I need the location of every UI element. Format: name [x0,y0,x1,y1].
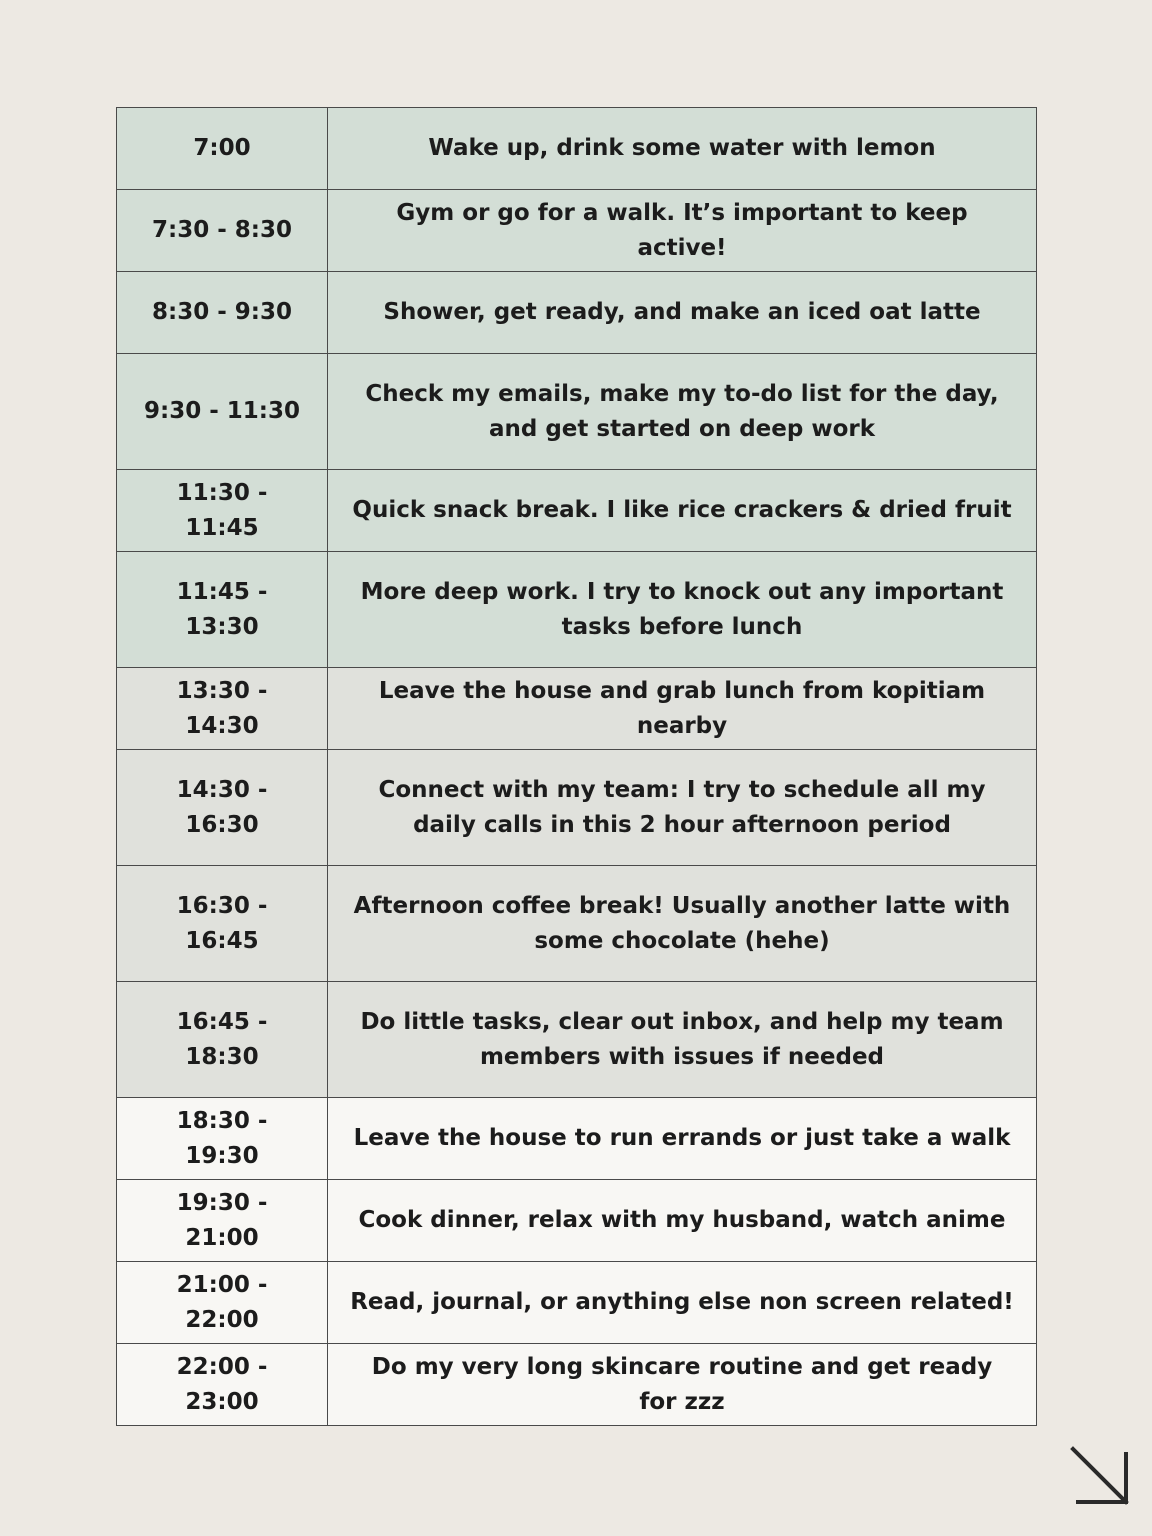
activity-cell: Gym or go for a walk. It’s important to keep active! [328,190,1037,272]
activity-cell: Connect with my team: I try to schedule all my daily calls in this 2 hour afternoon period [328,750,1037,866]
schedule-row [117,552,1037,668]
daily-schedule-table [116,107,1037,1426]
activity-cell: Do little tasks, clear out inbox, and help my team members with issues if needed [328,982,1037,1098]
time-cell: 14:30 - 16:30 [117,750,328,866]
activity-cell: Leave the house to run errands or just take a walk [328,1098,1037,1180]
activity-cell: Leave the house and grab lunch from kopitiam nearby [328,668,1037,750]
arrow-down-right-icon [1068,1444,1130,1506]
schedule-row [117,1098,1037,1180]
schedule-row [117,1344,1037,1426]
activity-cell: Wake up, drink some water with lemon [328,108,1037,190]
schedule-row [117,108,1037,190]
time-cell: 21:00 - 22:00 [117,1262,328,1344]
schedule-row [117,982,1037,1098]
schedule-row [117,1262,1037,1344]
activity-cell: Check my emails, make my to-do list for the day, and get started on deep work [328,354,1037,470]
schedule-row [117,750,1037,866]
time-cell: 8:30 - 9:30 [117,272,328,354]
activity-cell: Do my very long skincare routine and get ready for zzz [328,1344,1037,1426]
time-cell: 7:00 [117,108,328,190]
time-cell: 22:00 - 23:00 [117,1344,328,1426]
activity-cell: Shower, get ready, and make an iced oat latte [328,272,1037,354]
activity-cell: More deep work. I try to knock out any important tasks before lunch [328,552,1037,668]
schedule-row [117,668,1037,750]
schedule-row [117,190,1037,272]
activity-cell: Read, journal, or anything else non screen related! [328,1262,1037,1344]
time-cell: 9:30 - 11:30 [117,354,328,470]
activity-cell: Afternoon coffee break! Usually another latte with some chocolate (hehe) [328,866,1037,982]
schedule-row [117,354,1037,470]
time-cell: 11:45 - 13:30 [117,552,328,668]
time-cell: 19:30 - 21:00 [117,1180,328,1262]
schedule-row [117,866,1037,982]
time-cell: 11:30 - 11:45 [117,470,328,552]
time-cell: 18:30 - 19:30 [117,1098,328,1180]
schedule-row [117,1180,1037,1262]
time-cell: 7:30 - 8:30 [117,190,328,272]
time-cell: 13:30 - 14:30 [117,668,328,750]
activity-cell: Quick snack break. I like rice crackers & dried fruit [328,470,1037,552]
schedule-row [117,470,1037,552]
time-cell: 16:45 - 18:30 [117,982,328,1098]
schedule-row [117,272,1037,354]
time-cell: 16:30 - 16:45 [117,866,328,982]
activity-cell: Cook dinner, relax with my husband, watch anime [328,1180,1037,1262]
